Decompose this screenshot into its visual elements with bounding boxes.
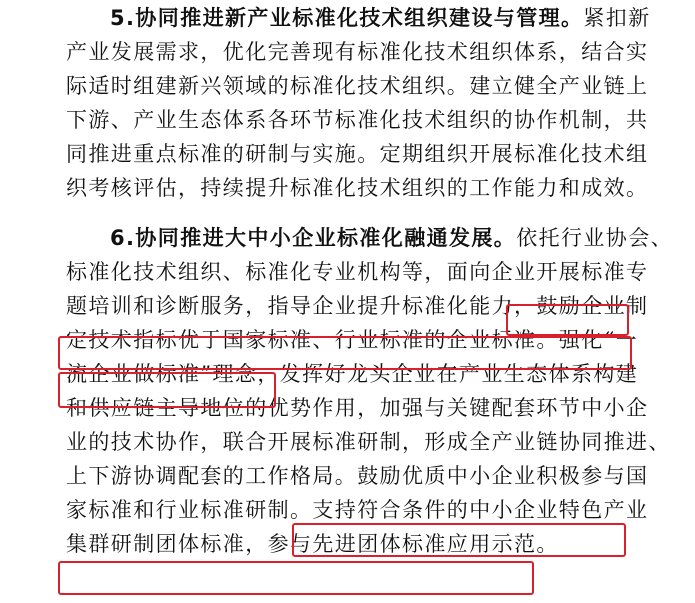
highlight-text-1c: 流企业做标准”理念， [66, 362, 280, 386]
paragraph-6-line-6: 和供应链主导地位的优势作用，加强与关键配套环节中小企 [66, 396, 649, 420]
highlight-text-1a: 鼓励企业制 [536, 294, 649, 318]
paragraph-5-text: 紧扣新 [583, 6, 651, 30]
paragraph-6-line-8: 上下游协调配套的工作格局。鼓励优质中小企业积极参与国 [66, 464, 649, 488]
paragraph-6-line-9-text: 家标准和行业标准研制。 [66, 498, 313, 522]
paragraph-5-line-6: 织考核评估，持续提升标准化技术组织的工作能力和成效。 [66, 176, 649, 200]
paragraph-5-heading: 5.协同推进新产业标准化技术组织建设与管理。 [110, 6, 584, 30]
paragraph-5-line-5: 同推进重点标准的研制与实施。定期组织开展标准化技术组 [66, 142, 649, 166]
paragraph-5-line-4: 下游、产业生态体系各环节标准化技术组织的协作机制，共 [66, 108, 649, 132]
highlight-text-1b: 定技术指标优于国家标准、行业标准的企业标准。强化“一 [66, 328, 639, 352]
paragraph-6-heading: 6.协同推进大中小企业标准化融通发展。 [110, 226, 517, 250]
paragraph-6-line-1 [110, 223, 673, 253]
highlight-text-2a: 支持符合条件的中小企业特色产业 [312, 498, 649, 522]
highlight-text-2b: 集群研制团体标准，参与先进团体标准应用示范。 [66, 532, 559, 556]
paragraph-5-line-1 [110, 3, 651, 33]
paragraph-6-line-3 [66, 291, 648, 321]
paragraph-6-line-7: 业的技术协作，联合开展标准研制，形成全产业链协同推进、 [66, 430, 671, 454]
paragraph-6-line-9 [66, 495, 648, 525]
highlight-box-2b [58, 561, 534, 595]
paragraph-6-line-5 [66, 359, 638, 389]
paragraph-6-line-2: 标准化技术组织、标准化专业机构等，面向企业开展标准专 [66, 260, 649, 284]
paragraph-5-line-2: 产业发展需求，优化完善现有标准化技术组织体系，结合实 [66, 40, 649, 64]
paragraph-6-text: 依托行业协会、 [516, 226, 674, 250]
paragraph-6-line-5-text: 发挥好龙头企业在产业生态体系构建 [279, 362, 639, 386]
paragraph-5-line-3: 际适时组建新兴领域的标准化技术组织。建立健全产业链上 [66, 74, 649, 98]
paragraph-6-line-3-text: 题培训和诊断服务，指导企业提升标准化能力， [66, 294, 537, 318]
